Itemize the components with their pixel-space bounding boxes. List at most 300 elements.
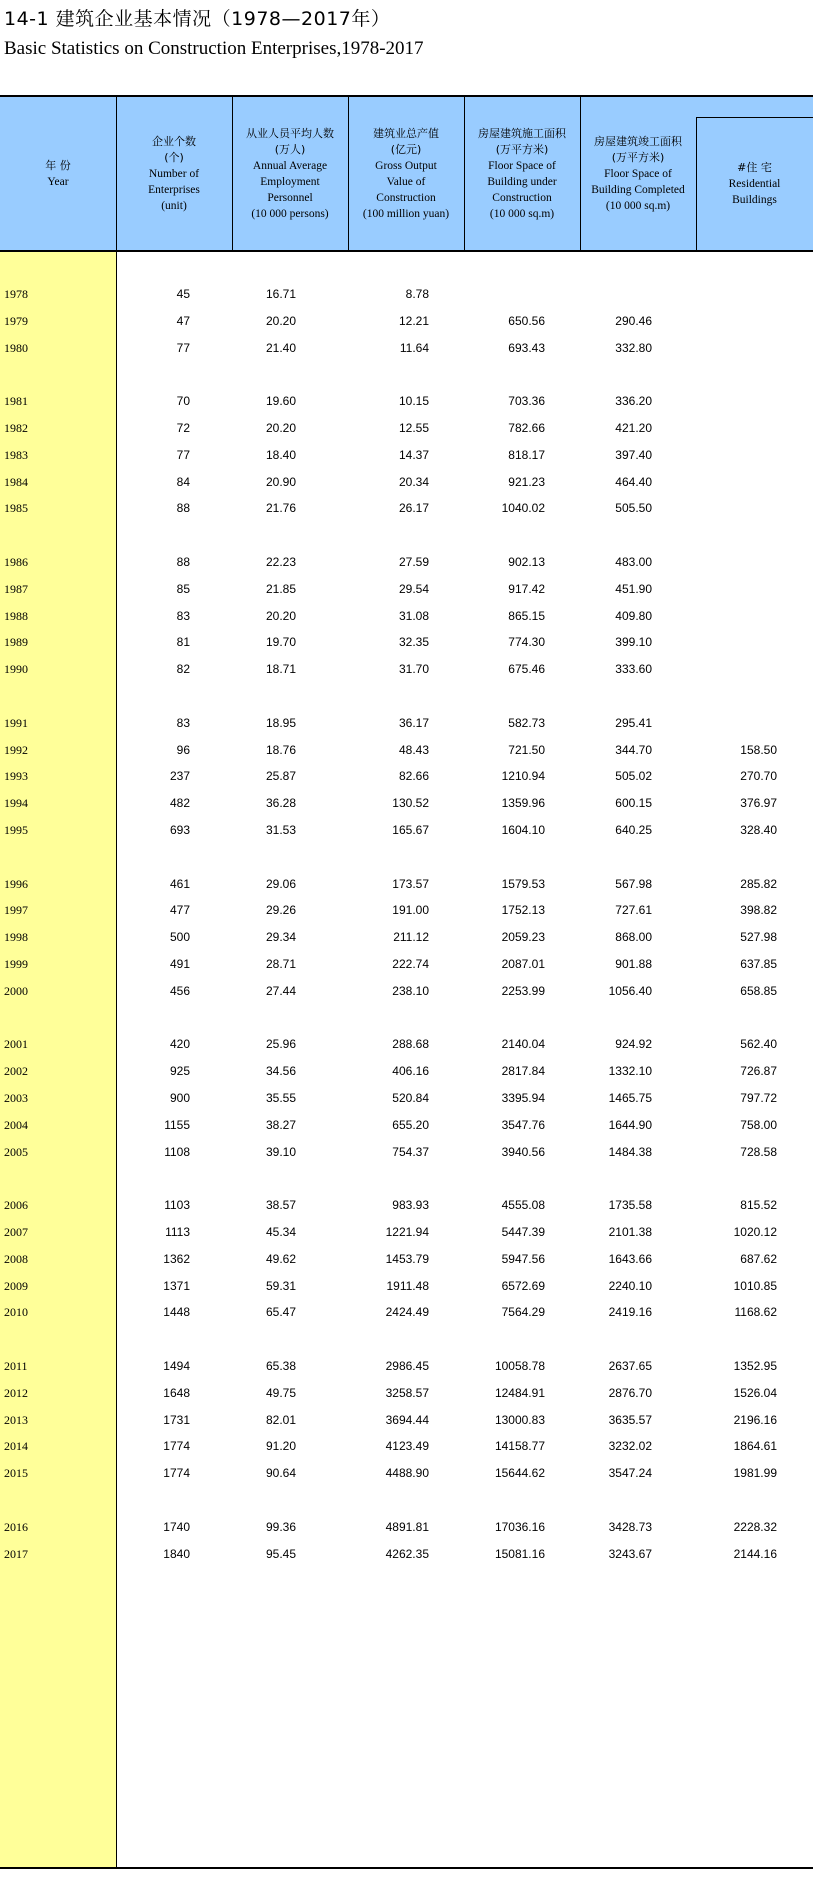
header-chinese-line: (亿元) <box>390 142 422 156</box>
floor-under-construction-cell: 774.30 <box>508 635 545 650</box>
floor-under-construction-cell: 4555.08 <box>501 1198 545 1213</box>
enterprises-cell: 1362 <box>163 1251 190 1266</box>
residential-cell: 1352.95 <box>733 1359 777 1373</box>
enterprises-cell: 84 <box>176 474 190 489</box>
year-cell: 2005 <box>4 1144 28 1159</box>
table-row <box>0 1437 813 1457</box>
floor-under-construction-cell: 17036.16 <box>494 1519 545 1534</box>
header-chinese-line: (个) <box>164 150 184 164</box>
enterprises-cell: 1108 <box>164 1144 190 1159</box>
floor-under-construction-cell: 582.73 <box>508 715 545 730</box>
year-cell: 1986 <box>4 555 28 569</box>
employment-cell: 59.31 <box>265 1278 296 1293</box>
floor-under-construction-cell: 902.13 <box>508 555 545 569</box>
floor-under-construction-cell: 5447.39 <box>501 1225 545 1239</box>
floor-completed-header <box>580 97 696 250</box>
header-chinese-line: 房屋建筑施工面积 <box>478 126 566 140</box>
header-english-line: (10 000 persons) <box>251 207 329 220</box>
floor-under-construction-cell: 15644.62 <box>494 1466 545 1481</box>
year-cell: 1983 <box>4 447 28 462</box>
residential-cell: 328.40 <box>740 823 777 837</box>
year-cell: 2014 <box>4 1439 28 1454</box>
residential-cell: 398.82 <box>740 903 777 918</box>
year-cell: 2015 <box>4 1466 28 1481</box>
table-row <box>0 473 813 493</box>
employment-cell: 18.76 <box>265 742 296 757</box>
gross-output-cell: 165.67 <box>392 823 429 837</box>
gross-output-cell: 238.10 <box>392 983 429 998</box>
floor-under-construction-cell: 865.15 <box>508 608 545 623</box>
table-row <box>0 312 813 332</box>
floor-completed-cell: 3547.24 <box>608 1466 652 1481</box>
residential-cell: 1526.04 <box>733 1385 777 1400</box>
table-row <box>0 767 813 787</box>
gross-output-cell: 12.21 <box>398 313 429 328</box>
year-cell: 2016 <box>4 1519 28 1534</box>
enterprises-cell: 83 <box>176 715 190 730</box>
enterprises-cell: 1740 <box>163 1519 190 1534</box>
gross-output-cell: 520.84 <box>392 1091 429 1105</box>
enterprises-cell: 1774 <box>163 1466 190 1481</box>
floor-completed-cell: 2101.38 <box>608 1225 652 1239</box>
gross-output-cell: 3258.57 <box>385 1385 429 1400</box>
residential-cell: 2196.16 <box>733 1412 777 1427</box>
header-english-line: Floor Space of <box>488 159 556 172</box>
header-chinese-line: 年 份 <box>45 158 71 172</box>
residential-cell: 1981.99 <box>733 1466 777 1481</box>
floor-completed-cell: 332.80 <box>615 340 652 355</box>
header-english-line: (10 000 sq.m) <box>489 207 555 220</box>
table-row <box>0 607 813 627</box>
floor-under-construction-cell: 7564.29 <box>501 1305 545 1320</box>
floor-completed-cell: 451.90 <box>615 581 652 596</box>
employment-cell: 38.57 <box>265 1198 296 1213</box>
floor-under-construction-cell: 782.66 <box>508 421 545 435</box>
year-cell: 1997 <box>4 903 28 918</box>
residential-cell: 158.50 <box>740 742 777 757</box>
gross-output-cell: 10.15 <box>398 394 429 409</box>
gross-output-cell: 983.93 <box>392 1198 429 1213</box>
employment-cell: 21.40 <box>265 340 296 355</box>
gross-output-cell: 1453.79 <box>385 1251 429 1266</box>
header-english-line: (unit) <box>161 199 187 212</box>
year-cell: 1984 <box>4 474 28 489</box>
enterprises-cell: 482 <box>169 796 190 811</box>
employment-cell: 21.76 <box>265 501 296 516</box>
enterprises-cell: 491 <box>169 957 190 971</box>
year-cell: 1993 <box>4 769 28 784</box>
gross-output-cell: 288.68 <box>392 1037 429 1052</box>
enterprises-cell: 461 <box>169 876 190 891</box>
table-row <box>0 1384 813 1404</box>
floor-completed-cell: 2419.16 <box>608 1305 652 1320</box>
floor-completed-cell: 3428.73 <box>608 1519 652 1534</box>
employment-cell: 20.20 <box>265 608 296 623</box>
table-row <box>0 1303 813 1323</box>
table-row <box>0 1062 813 1082</box>
floor-under-construction-cell: 5947.56 <box>501 1251 545 1266</box>
floor-under-construction-cell: 2253.99 <box>501 983 545 998</box>
enterprises-header <box>116 97 232 250</box>
enterprises-cell: 900 <box>169 1091 190 1105</box>
floor-completed-cell: 924.92 <box>615 1037 652 1052</box>
gross-output-cell: 12.55 <box>398 421 429 435</box>
table-row <box>0 821 813 841</box>
floor-completed-cell: 397.40 <box>615 447 652 462</box>
table-row <box>0 1035 813 1055</box>
floor-under-construction-cell: 818.17 <box>508 447 545 462</box>
floor-completed-cell: 409.80 <box>615 608 652 623</box>
residential-cell: 562.40 <box>740 1037 777 1052</box>
year-cell: 1992 <box>4 742 28 757</box>
gross-output-cell: 20.34 <box>398 474 429 489</box>
enterprises-cell: 693 <box>169 823 190 837</box>
floor-completed-cell: 600.15 <box>615 796 652 811</box>
year-cell: 2006 <box>4 1198 28 1213</box>
enterprises-cell: 45 <box>176 287 190 301</box>
gross-output-cell: 3694.44 <box>385 1412 429 1427</box>
enterprises-cell: 1731 <box>163 1412 190 1427</box>
header-english-line: Buildings <box>732 193 777 206</box>
table-row <box>0 794 813 814</box>
gross-output-cell: 406.16 <box>392 1064 429 1079</box>
gross-output-cell: 11.64 <box>399 340 429 355</box>
floor-under-construction-cell: 693.43 <box>508 340 545 355</box>
table-row <box>0 901 813 921</box>
floor-completed-cell: 399.10 <box>615 635 652 650</box>
residential-cell: 815.52 <box>740 1198 777 1213</box>
employment-cell: 22.23 <box>265 555 296 569</box>
employment-cell: 95.45 <box>265 1546 296 1561</box>
table-title-english: Basic Statistics on Construction Enterprises,1978-2017 <box>4 38 424 59</box>
floor-completed-cell: 505.02 <box>615 769 652 784</box>
table-row <box>0 982 813 1002</box>
floor-under-construction-cell: 1210.94 <box>501 769 545 784</box>
year-cell: 1982 <box>4 421 28 435</box>
floor-completed-cell: 3635.57 <box>608 1412 652 1427</box>
employment-cell: 29.34 <box>265 930 296 945</box>
floor-completed-cell: 464.40 <box>615 474 652 489</box>
enterprises-cell: 70 <box>176 394 190 409</box>
gross-output-cell: 191.00 <box>392 903 429 918</box>
output-header <box>348 97 464 250</box>
year-cell: 2013 <box>4 1412 28 1427</box>
header-chinese-line: (万平方米) <box>611 150 665 164</box>
table-row <box>0 419 813 439</box>
header-chinese-line: (万人) <box>274 142 306 156</box>
residential-cell: 728.58 <box>740 1144 777 1159</box>
table-row <box>0 285 813 305</box>
floor-under-construction-cell: 703.36 <box>508 394 545 409</box>
residential-cell: 527.98 <box>740 930 777 945</box>
table-row <box>0 580 813 600</box>
year-cell: 1991 <box>4 715 28 730</box>
header-english-line: Floor Space of <box>604 167 672 180</box>
year-cell: 1978 <box>4 287 28 301</box>
floor-completed-cell: 1332.10 <box>608 1064 652 1079</box>
table-row <box>0 1411 813 1431</box>
employment-cell: 25.87 <box>265 769 296 784</box>
gross-output-cell: 655.20 <box>392 1117 429 1132</box>
residential-cell: 1020.12 <box>733 1225 777 1239</box>
gross-output-cell: 2986.45 <box>385 1359 429 1373</box>
gross-output-cell: 31.70 <box>398 662 429 677</box>
gross-output-cell: 4488.90 <box>385 1466 429 1481</box>
table-row <box>0 392 813 412</box>
employment-cell: 65.38 <box>265 1359 296 1373</box>
gross-output-cell: 1221.94 <box>385 1225 429 1239</box>
enterprises-cell: 1648 <box>163 1385 190 1400</box>
header-english-line: Building Completed <box>591 183 685 196</box>
header-english-line: Building under <box>487 175 557 188</box>
employment-cell: 20.90 <box>265 474 296 489</box>
employment-cell: 29.06 <box>265 876 296 891</box>
enterprises-cell: 237 <box>169 769 190 784</box>
employment-cell: 31.53 <box>265 823 296 837</box>
floor-completed-cell: 2637.65 <box>608 1359 652 1373</box>
gross-output-cell: 8.78 <box>405 287 429 301</box>
year-cell: 2017 <box>4 1546 28 1561</box>
enterprises-cell: 1113 <box>165 1225 190 1239</box>
header-bottom-border <box>0 250 813 252</box>
floor-under-construction-cell: 3547.76 <box>501 1117 545 1132</box>
enterprises-cell: 1448 <box>163 1305 190 1320</box>
table-row <box>0 928 813 948</box>
floor-under-construction-cell: 2059.23 <box>501 930 545 945</box>
gross-output-cell: 1911.48 <box>386 1278 429 1293</box>
residential-cell: 637.85 <box>740 957 777 971</box>
header-english-line: Gross Output <box>375 159 437 172</box>
employment-cell: 49.62 <box>265 1251 296 1266</box>
enterprises-cell: 72 <box>176 421 190 435</box>
header-chinese-line: #住 宅 <box>737 160 772 174</box>
employment-cell: 35.55 <box>265 1091 296 1105</box>
gross-output-cell: 173.57 <box>392 876 429 891</box>
header-english-line: Number of <box>148 167 200 180</box>
table-row <box>0 1089 813 1109</box>
residential-cell: 687.62 <box>740 1251 777 1266</box>
enterprises-cell: 456 <box>169 983 190 998</box>
floor-completed-cell: 2876.70 <box>608 1385 652 1400</box>
year-cell: 1979 <box>4 313 28 328</box>
table-row <box>0 633 813 653</box>
floor-completed-cell: 483.00 <box>615 555 652 569</box>
table-row <box>0 875 813 895</box>
floor-under-construction-cell: 3940.56 <box>501 1144 545 1159</box>
floor-completed-cell: 336.20 <box>615 394 652 409</box>
residential-cell: 376.97 <box>740 796 777 811</box>
floor-completed-cell: 567.98 <box>615 876 652 891</box>
floor-completed-cell: 901.88 <box>615 957 652 971</box>
employment-cell: 45.34 <box>265 1225 296 1239</box>
floor-under-construction-cell: 1604.10 <box>501 823 545 837</box>
header-english-line: Enterprises <box>148 183 200 196</box>
table-row <box>0 1250 813 1270</box>
floor-under-construction-cell: 3395.94 <box>501 1091 545 1105</box>
year-cell: 2000 <box>4 983 28 998</box>
employment-cell: 18.71 <box>265 662 296 677</box>
floor-under-construction-cell: 675.46 <box>508 662 545 677</box>
residential-cell: 658.85 <box>740 983 777 998</box>
enterprises-cell: 77 <box>176 447 190 462</box>
table-row <box>0 1143 813 1163</box>
year-cell: 2010 <box>4 1305 28 1320</box>
year-cell: 1996 <box>4 876 28 891</box>
header-chinese-line: 房屋建筑竣工面积 <box>594 134 682 148</box>
header-chinese-line: 企业个数 <box>152 134 196 148</box>
header-english-line: Personnel <box>267 191 313 204</box>
enterprises-cell: 1774 <box>163 1439 190 1454</box>
table-row <box>0 1196 813 1216</box>
year-cell: 2012 <box>4 1385 28 1400</box>
enterprises-cell: 88 <box>176 501 190 516</box>
enterprises-cell: 420 <box>169 1037 190 1052</box>
floor-under-construction-header <box>464 97 580 250</box>
employment-cell: 49.75 <box>265 1385 296 1400</box>
year-cell: 2003 <box>4 1091 28 1105</box>
residential-cell: 2228.32 <box>733 1519 777 1534</box>
floor-completed-cell: 421.20 <box>615 421 652 435</box>
year-cell: 1995 <box>4 823 28 837</box>
gross-output-cell: 222.74 <box>392 957 429 971</box>
residential-cell: 270.70 <box>740 769 777 784</box>
header-chinese-line: 从业人员平均人数 <box>246 126 334 140</box>
year-cell: 1994 <box>4 796 28 811</box>
year-cell: 1981 <box>4 394 28 409</box>
floor-under-construction-cell: 1579.53 <box>501 876 545 891</box>
enterprises-cell: 1155 <box>164 1117 190 1132</box>
employment-cell: 38.27 <box>265 1117 296 1132</box>
gross-output-cell: 82.66 <box>398 769 429 784</box>
year-cell: 1988 <box>4 608 28 623</box>
year-cell: 1989 <box>4 635 28 650</box>
floor-under-construction-cell: 721.50 <box>508 742 545 757</box>
employment-cell: 39.10 <box>265 1144 296 1159</box>
residential-header <box>696 117 813 250</box>
residential-cell: 2144.16 <box>733 1546 777 1561</box>
gross-output-cell: 211.12 <box>393 930 429 945</box>
enterprises-cell: 77 <box>176 340 190 355</box>
year-cell: 2008 <box>4 1251 28 1266</box>
table-row <box>0 1518 813 1538</box>
gross-output-cell: 2424.49 <box>385 1305 429 1320</box>
enterprises-cell: 500 <box>169 930 190 945</box>
year-cell: 2004 <box>4 1117 28 1132</box>
floor-under-construction-cell: 1040.02 <box>501 501 545 516</box>
enterprises-cell: 85 <box>176 581 190 596</box>
floor-under-construction-cell: 2140.04 <box>501 1037 545 1052</box>
year-cell: 1999 <box>4 957 28 971</box>
enterprises-cell: 477 <box>169 903 190 918</box>
enterprises-cell: 47 <box>176 313 190 328</box>
enterprises-cell: 1494 <box>163 1359 190 1373</box>
floor-completed-cell: 1644.90 <box>608 1117 652 1132</box>
residential-cell: 1168.62 <box>734 1305 777 1320</box>
gross-output-cell: 27.59 <box>398 555 429 569</box>
year-cell: 2001 <box>4 1037 28 1052</box>
table-row <box>0 1277 813 1297</box>
floor-under-construction-cell: 12484.91 <box>494 1385 545 1400</box>
header-english-line: Construction <box>492 191 552 204</box>
gross-output-cell: 29.54 <box>398 581 429 596</box>
header-english-line: Annual Average <box>252 159 328 172</box>
gross-output-cell: 36.17 <box>398 715 429 730</box>
enterprises-cell: 83 <box>176 608 190 623</box>
gross-output-cell: 130.52 <box>392 796 429 811</box>
table-row <box>0 1357 813 1377</box>
gross-output-cell: 4891.81 <box>385 1519 429 1534</box>
floor-completed-cell: 505.50 <box>615 501 652 516</box>
table-row <box>0 1545 813 1565</box>
table-row <box>0 660 813 680</box>
table-row <box>0 446 813 466</box>
enterprises-cell: 1103 <box>164 1198 190 1213</box>
gross-output-cell: 32.35 <box>398 635 429 650</box>
employment-cell: 65.47 <box>265 1305 296 1320</box>
floor-completed-cell: 344.70 <box>615 742 652 757</box>
floor-completed-cell: 3243.67 <box>608 1546 652 1561</box>
residential-cell: 1864.61 <box>733 1439 777 1454</box>
table-row <box>0 955 813 975</box>
residential-cell: 797.72 <box>740 1091 777 1105</box>
employment-cell: 28.71 <box>265 957 296 971</box>
year-cell: 1990 <box>4 662 28 677</box>
table-row <box>0 1223 813 1243</box>
header-chinese-line: (万平方米) <box>495 142 549 156</box>
header-english-line: Residential <box>728 177 781 190</box>
gross-output-cell: 754.37 <box>392 1144 429 1159</box>
header-english-line: (100 million yuan) <box>362 207 450 220</box>
enterprises-cell: 81 <box>176 635 190 650</box>
employment-header <box>232 97 348 250</box>
floor-completed-cell: 640.25 <box>615 823 652 837</box>
enterprises-cell: 88 <box>176 555 190 569</box>
floor-under-construction-cell: 14158.77 <box>494 1439 545 1454</box>
gross-output-cell: 48.43 <box>398 742 429 757</box>
employment-cell: 16.71 <box>265 287 296 301</box>
employment-cell: 36.28 <box>265 796 296 811</box>
employment-cell: 99.36 <box>265 1519 296 1534</box>
gross-output-cell: 31.08 <box>398 608 429 623</box>
enterprises-cell: 1840 <box>163 1546 190 1561</box>
header-english-line: Employment <box>260 175 320 188</box>
employment-cell: 18.95 <box>265 715 296 730</box>
table-row <box>0 339 813 359</box>
floor-under-construction-cell: 15081.16 <box>494 1546 545 1561</box>
floor-completed-cell: 3232.02 <box>608 1439 652 1454</box>
floor-under-construction-cell: 917.42 <box>508 581 545 596</box>
enterprises-cell: 96 <box>176 742 190 757</box>
enterprises-cell: 82 <box>176 662 190 677</box>
gross-output-cell: 4123.49 <box>385 1439 429 1454</box>
table-row <box>0 714 813 734</box>
floor-under-construction-cell: 2087.01 <box>501 957 545 971</box>
floor-completed-cell: 2240.10 <box>608 1278 652 1293</box>
table-bottom-border <box>0 1867 813 1869</box>
floor-under-construction-cell: 921.23 <box>508 474 545 489</box>
header-english-line: Value of <box>386 175 426 188</box>
employment-cell: 20.20 <box>265 421 296 435</box>
employment-cell: 91.20 <box>265 1439 296 1454</box>
year-cell: 1987 <box>4 581 28 596</box>
employment-cell: 18.40 <box>265 447 296 462</box>
year-cell: 2007 <box>4 1225 28 1239</box>
employment-cell: 82.01 <box>265 1412 296 1427</box>
floor-under-construction-cell: 2817.84 <box>501 1064 545 1079</box>
year-cell: 2002 <box>4 1064 28 1079</box>
floor-under-construction-cell: 13000.83 <box>494 1412 545 1427</box>
residential-cell: 285.82 <box>740 876 777 891</box>
